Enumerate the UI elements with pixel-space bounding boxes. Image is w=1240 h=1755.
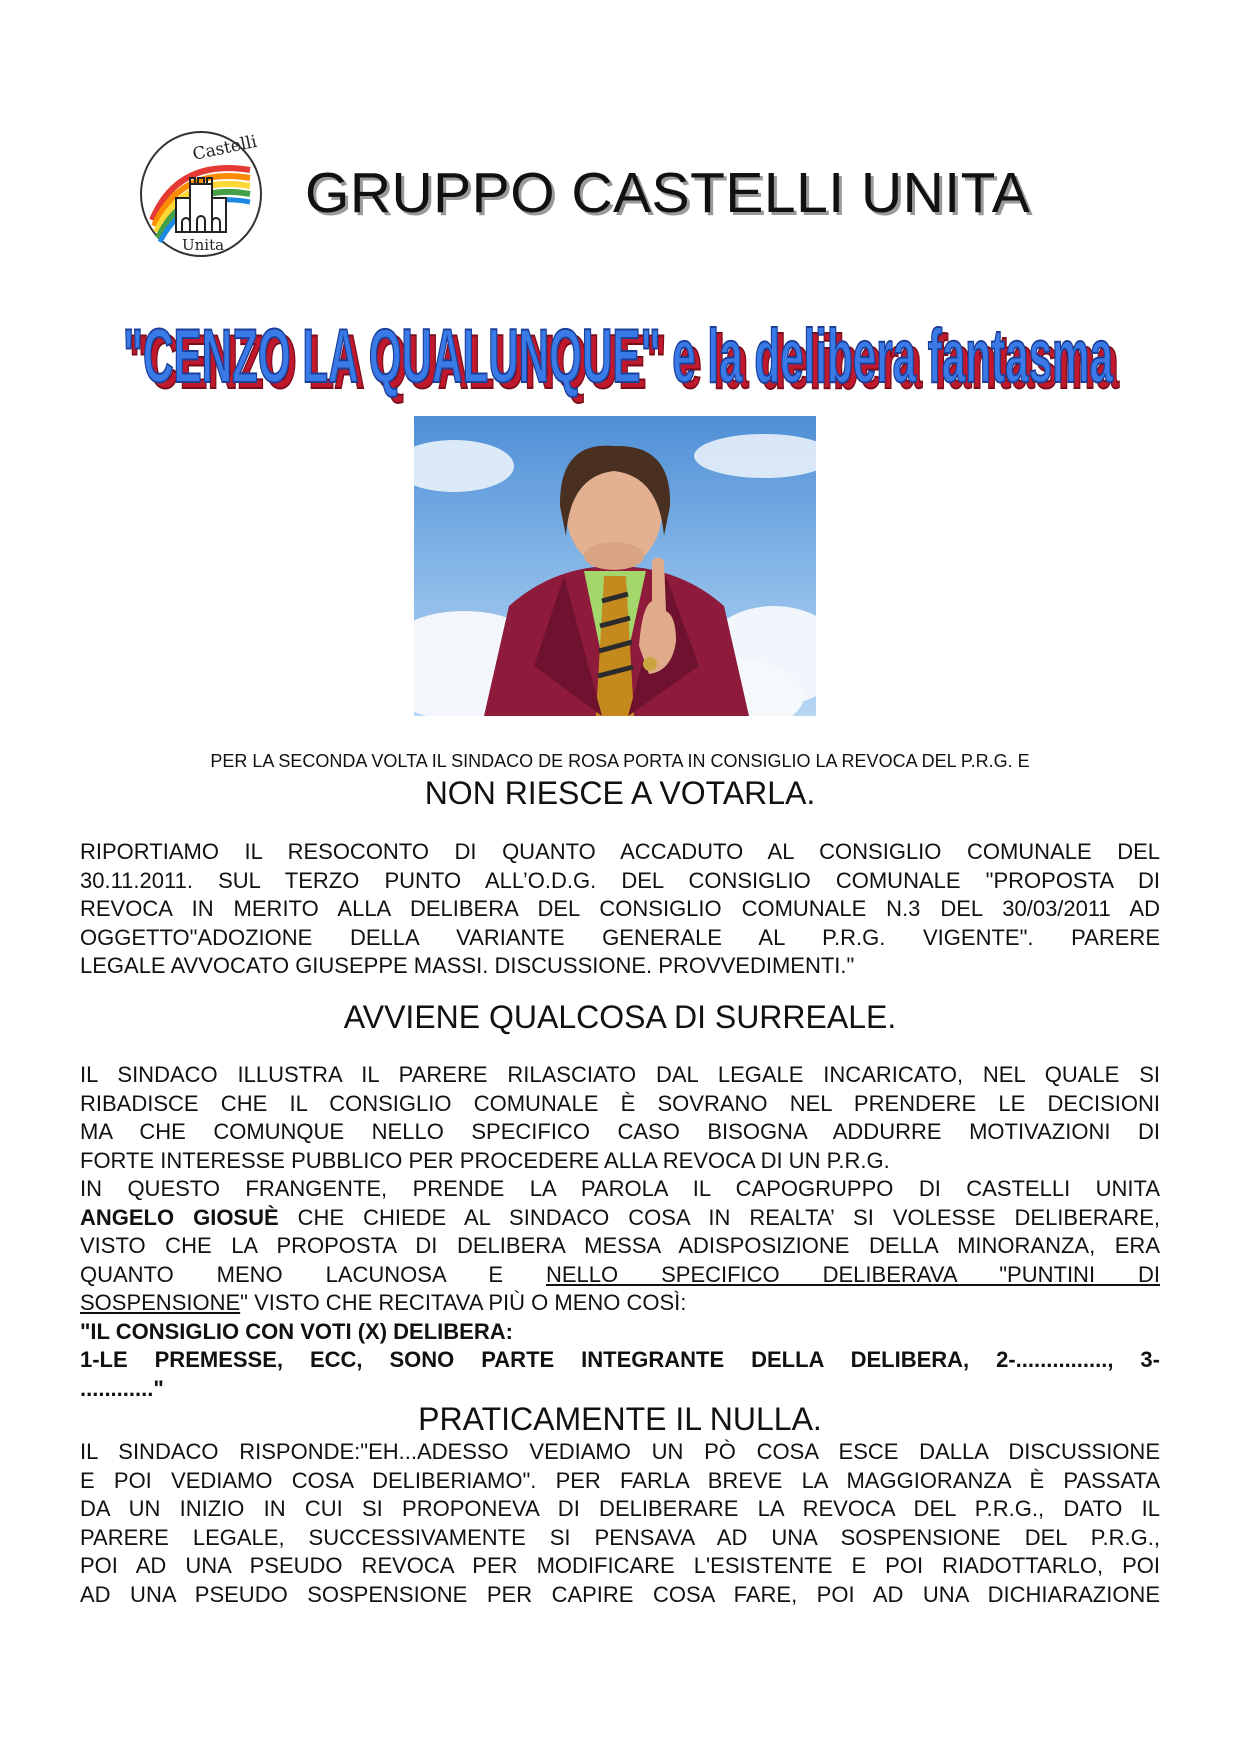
paragraph-text: QUANTO MENO LACUNOSA E bbox=[80, 1261, 546, 1287]
paragraph-line: IL SINDACO ILLUSTRA IL PARERE RILASCIATO DAL LEGALE INCARICATO, NEL QUALE SI bbox=[80, 1062, 1160, 1087]
quoted-deliberation: 1-LE PREMESSE, ECC, SONO PARTE INTEGRANTE DELLA DELIBERA, 2-..............., 3- bbox=[80, 1347, 1160, 1372]
paragraph-line: DA UN INIZIO IN CUI SI PROPONEVA DI DELIBERARE LA REVOCA DEL P.R.G., DATO IL bbox=[80, 1496, 1160, 1521]
surreale-paragraph bbox=[80, 1061, 1160, 1403]
paragraph-text: CHE CHIEDE AL SINDACO COSA IN REALTA’ SI VOLESSE DELIBERARE, bbox=[278, 1204, 1161, 1230]
paragraph-text: " VISTO CHE RECITAVA PIÙ O MENO COSÌ: bbox=[240, 1290, 687, 1315]
paragraph-line: OGGETTO"ADOZIONE DELLA VARIANTE GENERALE AL P.R.G. VIGENTE". PARERE bbox=[80, 924, 1160, 950]
paragraph-line: PARERE LEGALE, SUCCESSIVAMENTE SI PENSAVA AD UNA SOSPENSIONE DEL P.R.G., bbox=[80, 1524, 1160, 1550]
paragraph-line: MA CHE COMUNQUE NELLO SPECIFICO CASO BISOGNA ADDURRE MOTIVAZIONI DI bbox=[80, 1119, 1160, 1144]
quoted-deliberation: "IL CONSIGLIO CON VOTI (X) DELIBERA: bbox=[80, 1318, 513, 1344]
paragraph-line: IL SINDACO RISPONDE:"EH...ADESSO VEDIAMO UN PÒ COSA ESCE DALLA DISCUSSIONE bbox=[80, 1439, 1160, 1464]
logo-text-bottom: Unita bbox=[182, 236, 225, 254]
heading-nulla: PRATICAMENTE IL NULLA. bbox=[418, 1401, 822, 1437]
logo-text-top: Castelli bbox=[190, 131, 259, 165]
heading-surreale: AVVIENE QUALCOSA DI SURREALE. bbox=[343, 999, 897, 1035]
paragraph-line: E POI VEDIAMO COSA DELIBERIAMO". PER FARLA BREVE LA MAGGIORANZA È PASSATA bbox=[80, 1467, 1160, 1493]
man-in-red-suit-photo bbox=[414, 416, 816, 716]
paragraph-line: POI AD UNA PSEUDO REVOCA PER MODIFICARE L'ESISTENTE E POI RIADOTTARLO, POI bbox=[80, 1553, 1160, 1578]
paragraph-line: RIBADISCE CHE IL CONSIGLIO COMUNALE È SOVRANO NEL PRENDERE LE DECISIONI bbox=[80, 1090, 1160, 1116]
paragraph-line bbox=[80, 1261, 1160, 1290]
paragraph-line: REVOCA IN MERITO ALLA DELIBERA DEL CONSIGLIO COMUNALE N.3 DEL 30/03/2011 AD bbox=[80, 896, 1160, 921]
headline-shadow: "CENZO LA QUALUNQUE" e la delibera fantasma bbox=[129, 320, 1120, 405]
underlined-text: SOSPENSIONE bbox=[80, 1290, 241, 1315]
paragraph-line: AD UNA PSEUDO SOSPENSIONE PER CAPIRE COSA FARE, POI AD UNA DICHIARAZIONE bbox=[80, 1581, 1160, 1607]
intro-line: PER LA SECONDA VOLTA IL SINDACO DE ROSA PORTA IN CONSIGLIO LA REVOCA DEL P.R.G. E bbox=[210, 751, 1030, 771]
paragraph-line: LEGALE AVVOCATO GIUSEPPE MASSI. DISCUSSIONE. PROVVEDIMENTI." bbox=[80, 953, 855, 978]
organization-title: GRUPPO CASTELLI UNITA bbox=[305, 161, 1031, 225]
paragraph-line: 30.11.2011. SUL TERZO PUNTO ALL’O.D.G. DEL CONSIGLIO COMUNALE "PROPOSTA DI bbox=[80, 867, 1160, 893]
nulla-paragraph bbox=[80, 1438, 1160, 1609]
underlined-text: NELLO SPECIFICO DELIBERAVA "PUNTINI DI bbox=[546, 1261, 1160, 1287]
headline-text: "CENZO LA QUALUNQUE" e la delibera fantasma bbox=[123, 314, 1114, 399]
paragraph-line: IN QUESTO FRANGENTE, PRENDE LA PAROLA IL CAPOGRUPPO DI CASTELLI UNITA bbox=[80, 1176, 1160, 1201]
paragraph-line: RIPORTIAMO IL RESOCONTO DI QUANTO ACCADUTO AL CONSIGLIO COMUNALE DEL bbox=[80, 839, 1160, 864]
paragraph-line bbox=[80, 1289, 1160, 1318]
heading-non-riesce: NON RIESCE A VOTARLA. bbox=[424, 775, 816, 811]
headline-wordart bbox=[110, 292, 1130, 412]
paragraph-line: VISTO CHE LA PROPOSTA DI DELIBERA MESSA ADISPOSIZIONE DELLA MINORANZA, ERA bbox=[80, 1233, 1160, 1258]
logo-emblem bbox=[138, 128, 264, 260]
quoted-deliberation: ............" bbox=[80, 1375, 164, 1401]
paragraph-line: FORTE INTERESSE PUBBLICO PER PROCEDERE ALLA REVOCA DI UN P.R.G. bbox=[80, 1147, 890, 1173]
castelli-unita-logo bbox=[138, 128, 264, 260]
report-paragraph bbox=[80, 838, 1160, 981]
paragraph-line bbox=[80, 1204, 1160, 1233]
name-angelo-giosue: ANGELO GIOSUÈ bbox=[80, 1204, 279, 1230]
